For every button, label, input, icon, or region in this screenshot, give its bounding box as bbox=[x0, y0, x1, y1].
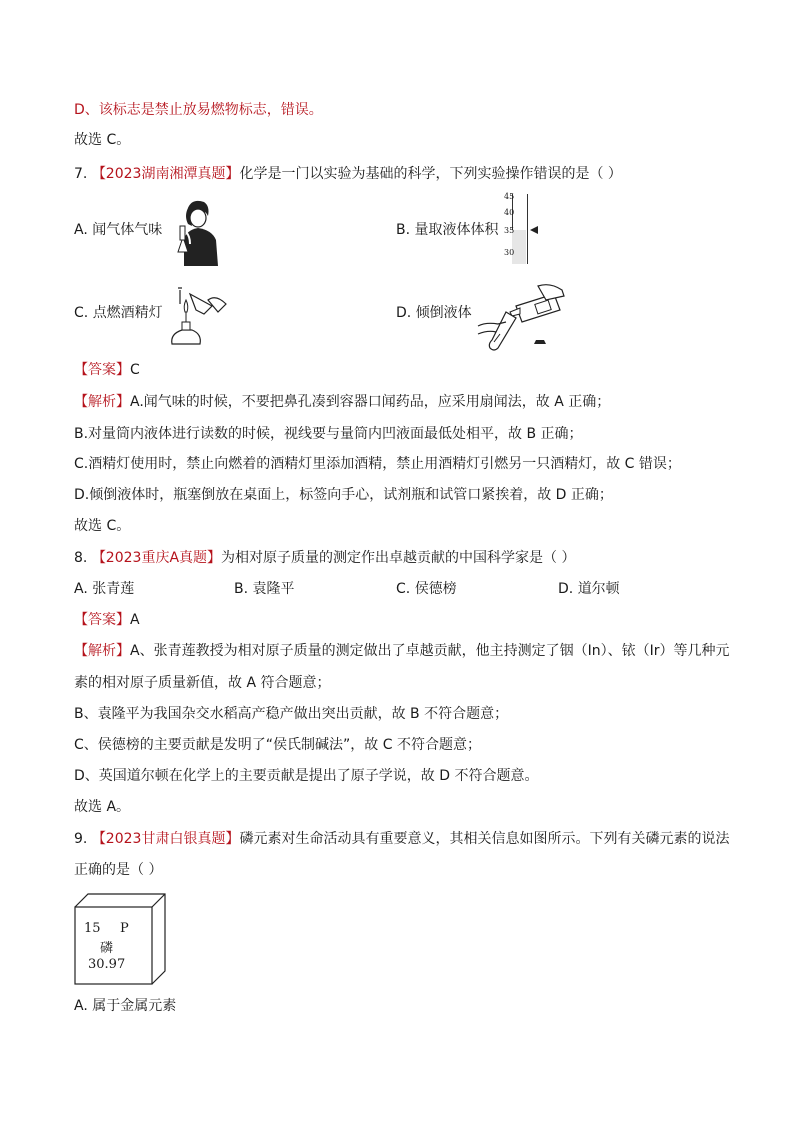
q7-tag: 【2023湖南湘潭真题】 bbox=[91, 166, 240, 182]
q8-analysis-a bbox=[74, 641, 729, 661]
q7-option-c-letter: C. bbox=[74, 305, 89, 321]
atomic-number: 15 bbox=[84, 921, 101, 936]
q8-option-b-letter: B. bbox=[234, 581, 249, 597]
q7-option-d-letter: D. bbox=[396, 305, 412, 321]
q7-analysis-a bbox=[74, 392, 610, 412]
q8-answer-value: A bbox=[130, 612, 140, 628]
q7-option-d-text: 倾倒液体 bbox=[415, 305, 472, 321]
q8-answer bbox=[74, 610, 140, 630]
q8-number: 8. bbox=[74, 550, 88, 566]
tick-45: 45 bbox=[504, 192, 515, 201]
q7-option-b bbox=[396, 220, 499, 240]
q8-option-d-text: 道尔顿 bbox=[577, 581, 620, 597]
q7-stem-text: 化学是一门以实验为基础的科学，下列实验操作错误的是（ ） bbox=[239, 166, 622, 182]
q8-answer-tag: 【答案】 bbox=[74, 612, 130, 628]
q8-option-a-letter: A. bbox=[74, 581, 88, 597]
q7-answer-value: C bbox=[130, 362, 140, 378]
eye-icon bbox=[528, 224, 542, 236]
element-name: 磷 bbox=[100, 941, 114, 956]
q7-option-a-letter: A. bbox=[74, 222, 88, 238]
q8-option-d bbox=[558, 579, 620, 599]
q8-option-b-text: 袁隆平 bbox=[252, 581, 295, 597]
q7-answer bbox=[74, 360, 140, 380]
q9-stem-text: 磷元素对生命活动具有重要意义，其相关信息如图所示。下列有关磷元素的说法 bbox=[239, 831, 730, 847]
q7-number: 7. bbox=[74, 166, 88, 182]
q8-option-a-text: 张青莲 bbox=[92, 581, 135, 597]
q8-stem-text: 为相对原子质量的测定作出卓越贡献的中国科学家是（ ） bbox=[221, 550, 576, 566]
q9-option-a-letter: A. bbox=[74, 998, 88, 1014]
cylinder-liquid bbox=[512, 230, 526, 264]
q7-option-b-letter: B. bbox=[396, 222, 411, 238]
q7-analysis-c: C.酒精灯使用时，禁止向燃着的酒精灯里添加酒精，禁止用酒精灯引燃另一只酒精灯，故 C 错误； bbox=[74, 456, 681, 472]
q8-option-c bbox=[396, 579, 457, 599]
phosphorus-element-cube bbox=[74, 893, 166, 985]
q7-analysis-b: B.对量筒内液体进行读数的时候，视线要与量筒内凹液面最低处相平，故 B 正确； bbox=[74, 426, 583, 442]
pouring-liquid-figure bbox=[476, 282, 568, 354]
atomic-mass: 30.97 bbox=[88, 957, 126, 972]
q7-option-c-text: 点燃酒精灯 bbox=[92, 305, 163, 321]
measuring-cylinder-figure bbox=[504, 194, 564, 266]
q8-analysis-b: B、袁隆平为我国杂交水稻高产稳产做出突出贡献，故 B 不符合题意； bbox=[74, 706, 509, 722]
q8-option-c-letter: C. bbox=[396, 581, 411, 597]
q8-option-b bbox=[234, 579, 295, 599]
q8-analysis-a-cont: 素的相对原子质量新值，故 A 符合题意； bbox=[74, 675, 331, 691]
q7-option-a-text: 闻气体气味 bbox=[92, 222, 163, 238]
q8-analysis-a-text: A、张青莲教授为相对原子质量的测定做出了卓越贡献，他主持测定了铟（In）、铱（Ir）等几种元 bbox=[130, 643, 730, 659]
q8-option-c-text: 侯德榜 bbox=[414, 581, 457, 597]
q7-analysis-d: D.倾倒液体时，瓶塞倒放在桌面上，标签向手心，试剂瓶和试管口紧挨着，故 D 正确； bbox=[74, 487, 613, 503]
q9-tag: 【2023甘肃白银真题】 bbox=[91, 831, 240, 847]
q8-stem bbox=[74, 548, 575, 568]
q8-analysis-tag: 【解析】 bbox=[74, 643, 130, 659]
q8-conclusion: 故选 A。 bbox=[74, 799, 131, 815]
smelling-gas-figure bbox=[170, 196, 232, 266]
q7-conclusion: 故选 C。 bbox=[74, 518, 131, 534]
q9-number: 9. bbox=[74, 831, 88, 847]
prev-option-d-analysis: D、该标志是禁止放易燃物标志，错误。 bbox=[74, 102, 323, 118]
q8-tag: 【2023重庆A真题】 bbox=[91, 550, 222, 566]
q7-stem bbox=[74, 164, 622, 184]
tick-40: 40 bbox=[504, 208, 515, 217]
q8-option-d-letter: D. bbox=[558, 581, 574, 597]
q7-option-d bbox=[396, 303, 472, 323]
q7-option-c bbox=[74, 303, 163, 323]
q8-analysis-c: C、侯德榜的主要贡献是发明了“侯氏制碱法”，故 C 不符合题意； bbox=[74, 737, 481, 753]
alcohol-lamp-figure bbox=[168, 284, 230, 346]
tick-30: 30 bbox=[504, 248, 515, 257]
q8-analysis-d: D、英国道尔顿在化学上的主要贡献是提出了原子学说，故 D 不符合题意。 bbox=[74, 768, 539, 784]
q9-stem-cont: 正确的是（ ） bbox=[74, 862, 163, 878]
q9-option-a bbox=[74, 996, 176, 1016]
q7-answer-tag: 【答案】 bbox=[74, 362, 130, 378]
q9-option-a-text: 属于金属元素 bbox=[92, 998, 177, 1014]
q7-option-a bbox=[74, 220, 162, 240]
q9-stem bbox=[74, 829, 729, 849]
q7-option-b-text: 量取液体体积 bbox=[414, 222, 499, 238]
q8-option-a bbox=[74, 579, 134, 599]
prev-conclusion: 故选 C。 bbox=[74, 132, 131, 148]
q7-analysis-a-text: A.闻气味的时候，不要把鼻孔凑到容器口闻药品，应采用扇闻法，故 A 正确； bbox=[130, 394, 611, 410]
tick-35: 35 bbox=[504, 226, 515, 235]
element-symbol: P bbox=[120, 921, 129, 936]
q7-analysis-tag: 【解析】 bbox=[74, 394, 130, 410]
